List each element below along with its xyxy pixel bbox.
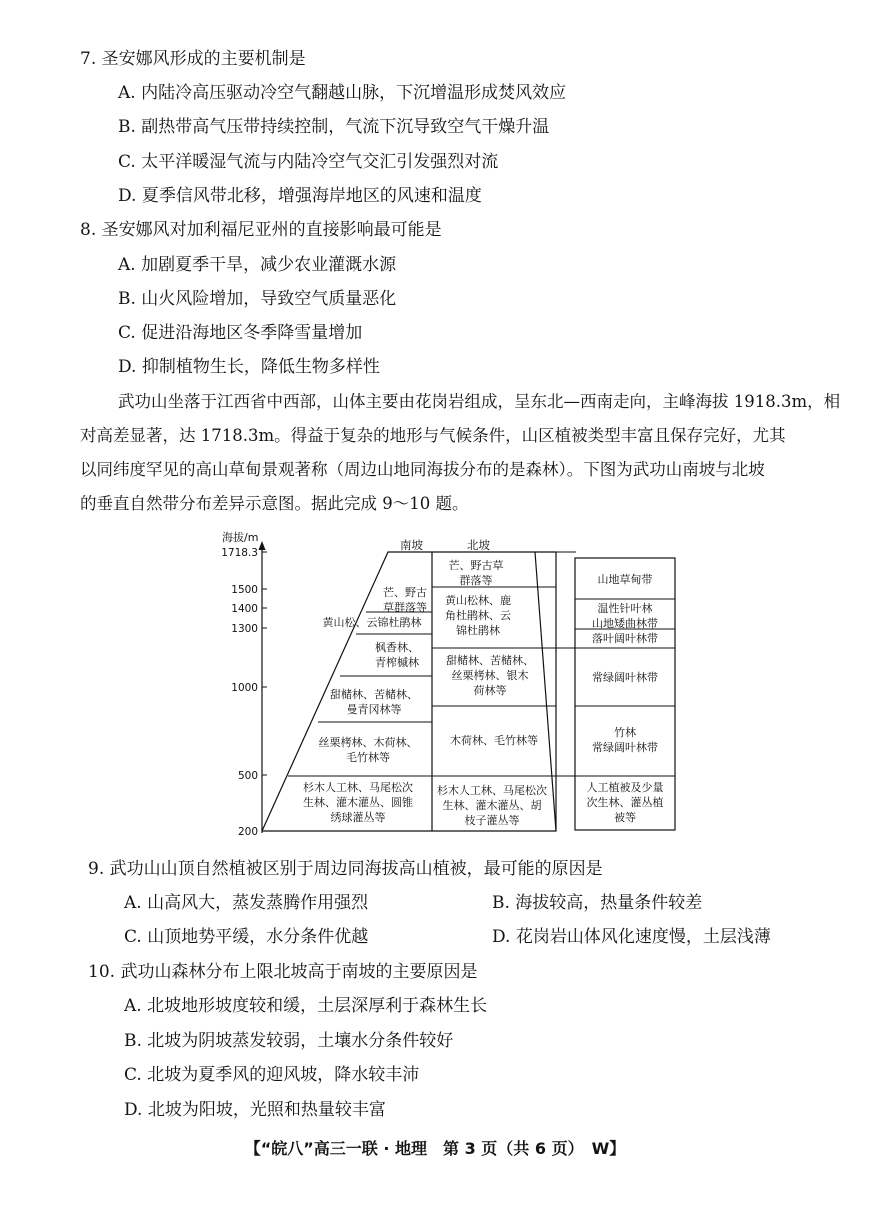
south-zone-1: [383, 585, 427, 614]
north-slope-label: 北坡: [467, 538, 490, 552]
question-7-option-a: A. 内陆冷高压驱动冷空气翻越山脉，下沉增温形成焚风效应: [118, 83, 567, 103]
y-axis-ticks: [221, 547, 267, 838]
y-tick-label: 1718.3: [221, 547, 258, 559]
question-10-option-c: C. 北坡为夏季风的迎风坡，降水较丰沛: [124, 1065, 420, 1085]
belt-1: [598, 572, 653, 586]
belt-2-line: 温性针叶林: [597, 602, 653, 615]
north-zone-2-line: 黄山松林、鹿: [445, 594, 511, 607]
north-zone-5-line: 杉木人工林、马尾松次: [437, 784, 547, 797]
north-zone-5: [437, 783, 547, 827]
belt-6: [587, 780, 664, 824]
belt-4: [592, 670, 658, 684]
question-10-option-d: D. 北坡为阳坡，光照和热量较丰富: [124, 1100, 386, 1120]
north-zone-1-line: 芒、野古草: [448, 559, 504, 572]
belt-2: [592, 601, 658, 630]
north-zone-2: [445, 593, 511, 637]
question-9-option-d: D. 花岗岩山体风化速度慢，土层浅薄: [492, 927, 771, 947]
north-zone-4-line: 木荷林、毛竹林等: [450, 734, 538, 747]
question-9-stem: 9. 武功山山顶自然植被区别于周边同海拔高山植被，最可能的原因是: [88, 859, 603, 879]
question-9-option-b: B. 海拔较高，热量条件较差: [492, 893, 703, 913]
question-10-option-a: A. 北坡地形坡度较和缓，土层深厚利于森林生长: [124, 996, 488, 1016]
question-8-option-c: C. 促进沿海地区冬季降雪量增加: [118, 323, 363, 343]
question-7-option-c: C. 太平洋暖湿气流与内陆冷空气交汇引发强烈对流: [118, 152, 499, 172]
page-footer: 【“皖八”高三一联 · 地理 第 3 页（共 6 页） W】: [244, 1139, 626, 1158]
north-zone-5-line: 生林、灌木灌丛、胡: [442, 799, 542, 812]
question-8-stem: 8. 圣安娜风对加利福尼亚州的直接影响最可能是: [80, 220, 442, 240]
y-tick-label: 1400: [231, 603, 258, 615]
belt-6-line: 次生林、灌丛植: [586, 796, 664, 809]
belt-3: [592, 631, 658, 645]
south-zone-3: [375, 640, 419, 669]
passage-line-1: 武功山坐落于江西省中西部，山体主要由花岗岩组成，呈东北—西南走向，主峰海拔 1918.3m，相: [118, 392, 841, 411]
north-zone-3-line: 荷林等: [473, 684, 507, 697]
y-axis-label: 海拔/m: [222, 531, 259, 544]
south-zone-3-line: 青榨槭林: [375, 656, 419, 669]
north-zone-3: [446, 653, 534, 697]
north-zone-3-line: 甜槠林、苦槠林、: [446, 654, 534, 667]
south-zone-6-line: 绣球灌丛等: [330, 811, 386, 824]
question-8-option-b: B. 山火风险增加，导致空气质量恶化: [118, 289, 397, 309]
south-zone-5-line: 丝栗栲林、木荷林、: [318, 736, 418, 749]
south-zone-4-line: 甜槠林、苦槠林、: [330, 688, 418, 701]
north-zone-2-line: 角杜鹃林、云: [445, 609, 511, 622]
question-7-option-b: B. 副热带高气压带持续控制，气流下沉导致空气干燥升温: [118, 117, 550, 137]
y-axis-arrow-icon: [259, 541, 266, 550]
question-10-stem: 10. 武功山森林分布上限北坡高于南坡的主要原因是: [88, 962, 478, 982]
north-zone-4: [450, 733, 538, 747]
south-zone-5: [319, 735, 418, 764]
belt-1-line: 山地草甸带: [597, 573, 653, 586]
south-zone-6-line: 杉木人工林、马尾松次: [303, 781, 413, 794]
belt-4-line: 常绿阔叶林带: [592, 671, 658, 684]
passage-line-4: 的垂直自然带分布差异示意图。据此完成 9～10 题。: [80, 494, 469, 513]
south-zone-4: [330, 687, 418, 716]
zone-labels: [303, 558, 664, 827]
y-tick-label: 1500: [231, 584, 258, 596]
question-9-option-a: A. 山高风大，蒸发蒸腾作用强烈: [124, 893, 369, 913]
belt-5-line: 竹林: [614, 726, 636, 739]
passage-line-2: 对高差显著，达 1718.3m。得益于复杂的地形与气候条件，山区植被类型丰富且保存完好，尤其: [80, 426, 786, 445]
question-8-option-d: D. 抑制植物生长，降低生物多样性: [118, 357, 380, 377]
belt-5-line: 常绿阔叶林带: [592, 741, 658, 754]
question-7-stem: 7. 圣安娜风形成的主要机制是: [80, 49, 306, 69]
belt-2-line: 山地矮曲林带: [592, 617, 658, 630]
north-zone-5-line: 枝子灌丛等: [464, 814, 520, 827]
south-slope-label: 南坡: [400, 538, 423, 552]
y-tick-label: 1300: [231, 623, 258, 635]
south-zone-2: [323, 615, 422, 629]
belt-6-line: 被等: [614, 811, 636, 824]
question-9-option-c: C. 山顶地势平缓，水分条件优越: [124, 927, 369, 947]
south-zone-6-line: 生林、灌木灌丛、圆锥: [303, 796, 413, 809]
north-zone-1: [449, 558, 504, 587]
south-zone-1-line: 芒、野古: [383, 586, 427, 599]
belt-6-line: 人工植被及少量: [586, 781, 664, 794]
south-zone-2-line: 黄山松、云锦杜鹃林: [322, 616, 422, 629]
belt-5: [592, 725, 658, 754]
north-zone-3-line: 丝栗栲林、银木: [451, 669, 529, 682]
passage-line-3: 以同纬度罕见的高山草甸景观著称（周边山地同海拔分布的是森林）。下图为武功山南坡与北坡: [80, 460, 765, 479]
south-zone-6: [303, 780, 413, 824]
y-tick-label: 200: [237, 826, 258, 838]
south-zone-3-line: 枫香林、: [375, 641, 419, 654]
south-zone-1-line: 草群落等: [383, 601, 427, 614]
south-zone-4-line: 曼青冈林等: [346, 703, 402, 716]
belt-3-line: 落叶阔叶林带: [592, 632, 658, 645]
question-10-option-b: B. 北坡为阴坡蒸发较弱，土壤水分条件较好: [124, 1031, 454, 1051]
y-tick-label: 500: [237, 770, 258, 782]
question-7-option-d: D. 夏季信风带北移，增强海岸地区的风速和温度: [118, 186, 482, 206]
north-zone-2-line: 锦杜鹃林: [456, 624, 500, 637]
question-8-option-a: A. 加剧夏季干旱，减少农业灌溉水源: [118, 255, 397, 275]
south-zone-5-line: 毛竹林等: [346, 751, 390, 764]
north-zone-1-line: 群落等: [459, 574, 493, 587]
y-tick-label: 1000: [231, 682, 258, 694]
